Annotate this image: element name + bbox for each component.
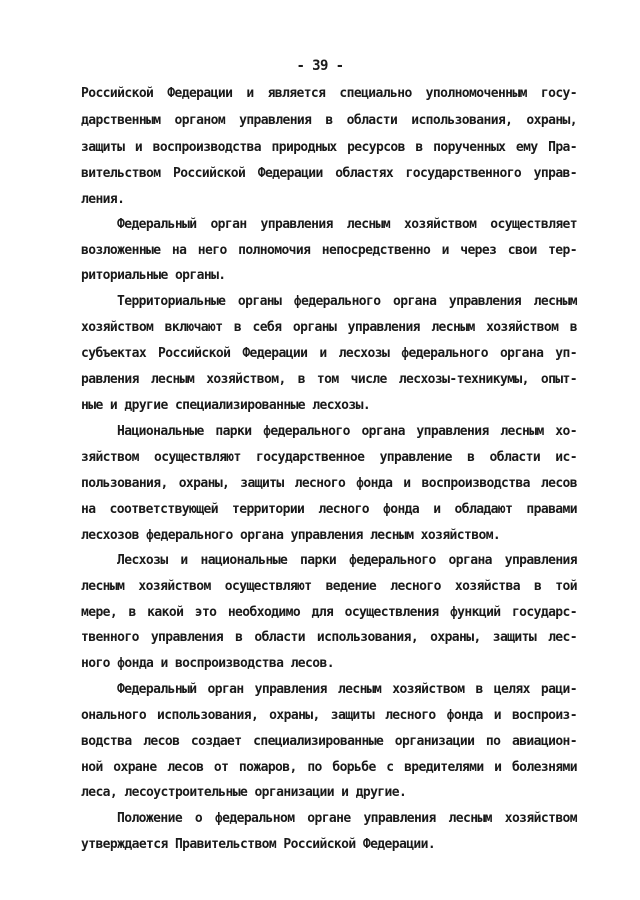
text-line: на соответствующей территории лесного фонда и обладают правами bbox=[81, 502, 577, 517]
text-line: Лесхозы и национальные парки федерального органа управления bbox=[117, 553, 577, 568]
text-line: хозяйством включают в себя органы управления лесным хозяйством в bbox=[81, 320, 577, 335]
text-line: мере, в какой это необходимо для осуществления функций государс- bbox=[81, 605, 577, 620]
text-line: Национальные парки федерального органа управления лесным хо- bbox=[117, 424, 577, 439]
text-line: водства лесов создает специализированные организации по авиацион- bbox=[81, 734, 577, 749]
text-line: субъектах Российской Федерации и лесхозы федерального органа уп- bbox=[81, 346, 577, 361]
text-line: Российской Федерации и является специально уполномоченным госу- bbox=[81, 86, 577, 101]
text-line: дарственным органом управления в области использования, охраны, bbox=[81, 113, 577, 128]
text-line: зяйством осуществляют государственное управление в области ис- bbox=[81, 450, 577, 465]
text-line: ной охране лесов от пожаров, по борьбе с вредителями и болезнями bbox=[81, 760, 577, 775]
text-line: равления лесным хозяйством, в том числе лесхозы-техникумы, опыт- bbox=[81, 372, 577, 387]
text-line: защиты и воспроизводства природных ресурсов в порученных ему Пра- bbox=[81, 140, 577, 155]
text-line: утверждается Правительством Российской Федерации. bbox=[81, 837, 436, 852]
text-line: леса, лесоустроительные организации и другие. bbox=[81, 785, 407, 800]
text-line: риториальные органы. bbox=[81, 268, 226, 283]
text-line: Положение о федеральном органе управления лесным хозяйством bbox=[117, 811, 577, 826]
text-line: лесхозов федерального органа управления лесным хозяйством. bbox=[81, 528, 501, 543]
text-line: Территориальные органы федерального органа управления лесным bbox=[117, 294, 577, 309]
text-line: ного фонда и воспроизводства лесов. bbox=[81, 656, 334, 671]
text-line: ные и другие специализированные лесхозы. bbox=[81, 398, 371, 413]
text-line: онального использования, охраны, защиты лесного фонда и воспроиз- bbox=[81, 708, 577, 723]
text-line: пользования, охраны, защиты лесного фонда и воспроизводства лесов bbox=[81, 476, 577, 491]
text-line: Федеральный орган управления лесным хозяйством осуществляет bbox=[117, 217, 577, 232]
text-line: ления. bbox=[81, 192, 125, 207]
text-line: возложенные на него полномочия непосредственно и через свои тер- bbox=[81, 243, 577, 258]
text-line: лесным хозяйством осуществляют ведение лесного хозяйства в той bbox=[81, 579, 577, 594]
text-line: вительством Российской Федерации областях государственного управ- bbox=[81, 166, 577, 181]
page-number: - 39 - bbox=[296, 58, 344, 74]
text-line: Федеральный орган управления лесным хозяйством в целях раци- bbox=[117, 682, 577, 697]
text-line: твенного управления в области использования, охраны, защиты лес- bbox=[81, 630, 577, 645]
